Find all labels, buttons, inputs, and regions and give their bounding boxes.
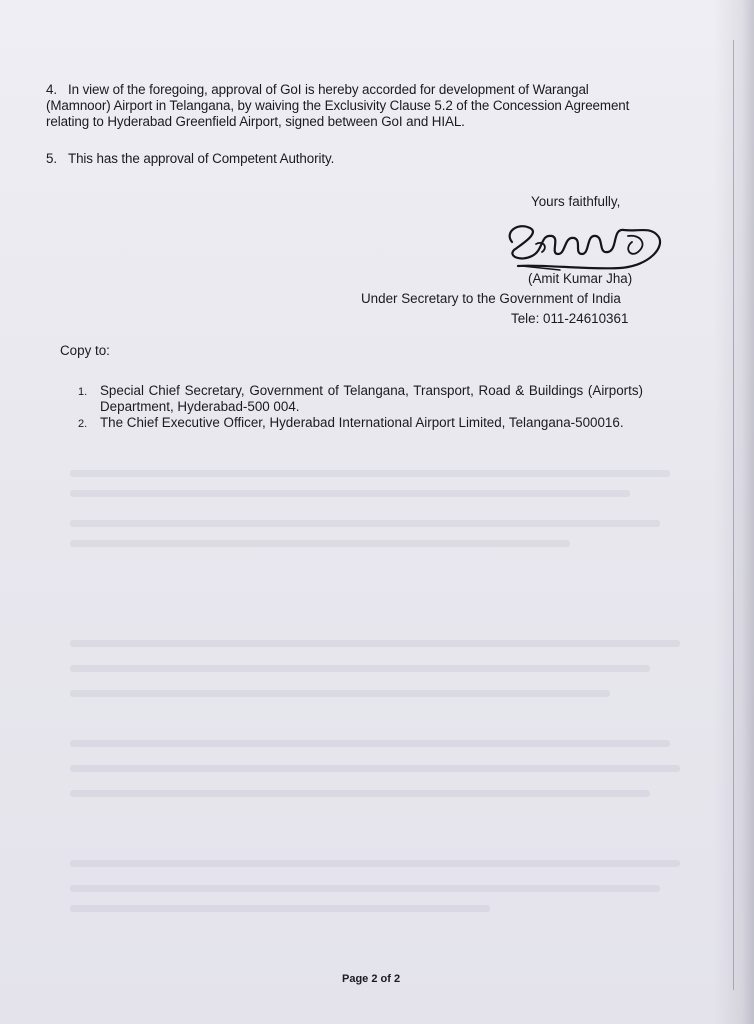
paragraph-4-number: 4. — [46, 82, 57, 97]
copy-to-item-number: 2. — [78, 418, 88, 430]
copy-to-item-text: The Chief Executive Officer, Hyderabad International Airport Limited, Telangana-500016. — [100, 415, 624, 430]
bleed-through-line — [70, 520, 660, 527]
copy-to-item — [78, 383, 643, 415]
bleed-through-line — [70, 740, 670, 747]
paragraph-5-number: 5. — [46, 151, 57, 166]
copy-to-item — [78, 415, 643, 431]
signer-designation: Under Secretary to the Government of India — [361, 291, 621, 306]
paragraph-4-text: In view of the foregoing, approval of GoI is hereby accorded for development of Warangal (Mamnoor) Airport in Telangana, by waiving the Exclusivity Clause 5.2 of the Concession Agreement relating to Hyderabad Greenfield Airport, signed between GoI and HIAL. — [46, 82, 630, 129]
bleed-through-line — [70, 640, 680, 647]
paragraph-4 — [46, 82, 646, 130]
bleed-through-line — [70, 665, 650, 672]
bleed-through-line — [70, 690, 610, 697]
paragraph-5-text: This has the approval of Competent Authority. — [68, 151, 335, 166]
page-fold-line — [733, 40, 734, 990]
bleed-through-line — [70, 470, 670, 477]
page-edge-shadow — [714, 0, 754, 1024]
page-number-footer: Page 2 of 2 — [342, 973, 401, 985]
bleed-through-line — [70, 790, 650, 797]
copy-to-item-text: Special Chief Secretary, Government of Telangana, Transport, Road & Buildings (Airports) Department, Hyderabad-500 004. — [100, 383, 643, 414]
bleed-through-line — [70, 765, 680, 772]
bleed-through-line — [70, 905, 490, 912]
closing-salutation: Yours faithfully, — [531, 194, 621, 209]
signer-name: (Amit Kumar Jha) — [528, 271, 633, 286]
copy-to-item-number: 1. — [78, 386, 88, 398]
bleed-through-line — [70, 540, 570, 547]
bleed-through-line — [70, 885, 660, 892]
telephone-number: Tele: 011-24610361 — [511, 311, 629, 326]
copy-to-list — [78, 383, 643, 431]
paragraph-5 — [46, 151, 646, 167]
bleed-through-line — [70, 490, 630, 497]
copy-to-label: Copy to: — [60, 343, 110, 358]
bleed-through-line — [70, 860, 680, 867]
handwritten-signature — [500, 214, 665, 274]
